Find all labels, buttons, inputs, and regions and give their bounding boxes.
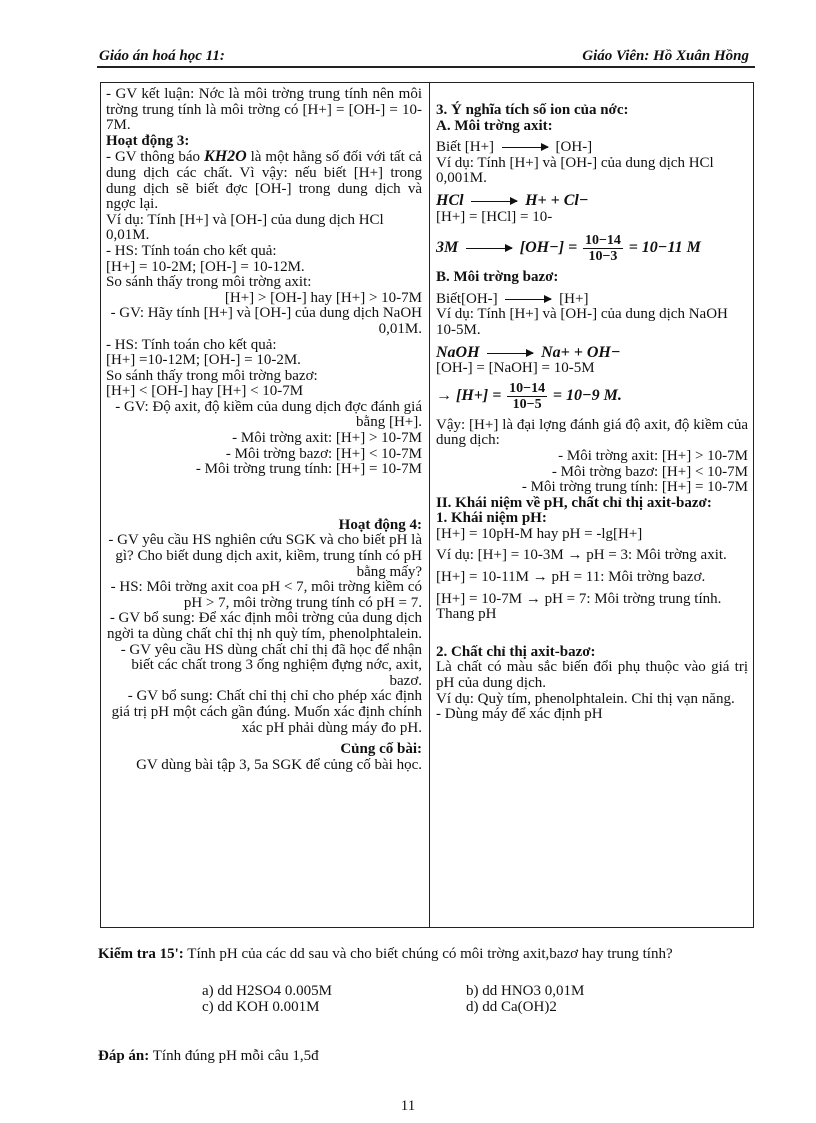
gv-research: - GV yêu cầu HS nghiên cứu SGK và cho biết pH là gì? Cho biết dung dịch axit, kiềm, trung tính có pH bằng mấy?	[108, 532, 422, 580]
page-header	[97, 46, 755, 68]
env-base-right: - Môi trờng bazơ: [H+] < 10-7M	[551, 463, 748, 480]
hs-result-label-2: - HS: Tính toán cho kết quả:	[106, 336, 277, 353]
oh-numerator: 10−14	[584, 233, 621, 249]
example-naoh-right: Ví dụ: Tính [H+] và [OH-] của dung dịch NaOH 10-5M.	[436, 306, 728, 338]
gv-indicator: - GV bổ sung: Để xác định môi trờng của dung dịch ngời ta dùng chất chỉ thị nh quỳ tím, phenolphtalein.	[107, 610, 422, 642]
hs-result-label-1: - HS: Tính toán cho kết quả:	[106, 242, 277, 259]
test-label: Kiểm tra 15':	[98, 946, 184, 962]
gv-use-indicator: - GV yêu cầu HS dùng chất chỉ thị đã học để nhận biết các chất trong 3 ống nghiệm đựng nớc, axit, bazơ.	[120, 641, 422, 689]
compare-acid-result: [H+] > [OH-] hay [H+] > 10-7M	[224, 289, 422, 306]
page-number: 11	[400, 1098, 416, 1114]
ph-example-1: Ví dụ: [H+] = 10-3M → pH = 3: Môi trờng axit.	[436, 547, 727, 564]
ph-definition: [H+] = 10pH-M hay pH = -lg[H+]	[436, 525, 643, 542]
hd4-title: Hoạt động 4:	[338, 516, 422, 533]
oh-calc-mid: [OH−] =	[519, 239, 578, 257]
env-neutral-right: - Môi trờng trung tính: [H+] = 10-7M	[521, 479, 748, 496]
answer-text: Tính đúng pH mỗi câu 1,5đ	[152, 1048, 319, 1064]
section22-title: 2. Chất chỉ thị axit-bazơ:	[436, 643, 596, 660]
compare-base: So sánh thấy trong môi trờng bazơ:	[106, 367, 318, 384]
test-option-d: d) dd Ca(OH)2	[466, 999, 557, 1015]
test-option-c: c) dd KOH 0.001M	[202, 999, 320, 1015]
eq-hcl-right: H+ + Cl−	[525, 191, 589, 209]
teacher-activity-column	[106, 87, 422, 773]
kh2o-symbol: KH2O	[204, 148, 247, 166]
oh-fraction	[583, 233, 623, 264]
hd3-title: Hoạt động 3:	[106, 132, 190, 149]
compare-base-result: [H+] < [OH-] hay [H+] < 10-7M	[106, 383, 304, 400]
h-numerator: 10−14	[509, 380, 546, 396]
arrow-icon	[502, 147, 548, 148]
test-section	[98, 946, 758, 962]
review-text: GV dùng bài tập 3, 5a SGK để củng cố bài học.	[136, 756, 422, 773]
eq-naoh	[436, 345, 748, 362]
know-h-a: Biết [H+]	[436, 139, 495, 156]
gv-degree: - GV: Độ axit, độ kiềm của dung dịch đợc đánh giá bằng [H+].	[115, 398, 422, 431]
indicator-definition: Là chất có màu sắc biến đổi phụ thuộc vào giá trị pH của dung dịch.	[436, 659, 748, 692]
review-title: Củng cố bài:	[340, 741, 422, 758]
oh-denominator: 10−3	[588, 249, 618, 265]
oh-result: = 10−11 M	[628, 239, 701, 257]
gv-approx: - GV bổ sung: Chất chỉ thị chỉ cho phép xác định giá trị pH một cách gần đúng. Muốn xác định chính xác pH phải dùng máy đo pH.	[111, 688, 422, 736]
oh-calc	[436, 233, 748, 264]
example-hcl: Ví dụ: Tính [H+] và [OH-] của dung dịch HCl 0,01M.	[106, 211, 384, 244]
content-column	[436, 103, 748, 723]
env-base-left: - Môi trờng bazơ: [H+] < 10-7M	[225, 445, 422, 462]
know-h-b: [OH-]	[555, 139, 593, 156]
know-oh	[436, 292, 748, 308]
test-question: Tính pH của các dd sau và cho biết chúng có môi trờng axit,bazơ hay trung tính?	[187, 946, 673, 962]
eq-naoh-left: NaOH	[436, 343, 480, 361]
arrow-icon	[505, 299, 551, 300]
gv-announce-b: là một hằng số đối với tất cả dung dịch các chất. Vì vậy: nếu biết [H+] trong dung dịch sẽ biết đợc [OH-] trong dung dịch và ngợc lại.	[106, 149, 423, 213]
hs-result-2: [H+] =10-12M; [OH-] = 10-2M.	[106, 352, 301, 369]
eq-naoh-right: Na+ + OH−	[541, 343, 621, 361]
gv-conclusion: - GV kết luận: Nớc là môi trờng trung tính nên môi trờng trung tính là môi trờng có [H+] = [OH-] = 10-7M.	[106, 86, 422, 134]
h-calc-pre: → [H+] =	[436, 386, 502, 404]
test-option-a: a) dd H2SO4 0.005M	[202, 983, 332, 999]
lesson-table	[100, 82, 754, 928]
h-equals-hcl: [H+] = [HCl] = 10-	[436, 208, 553, 225]
hs-result-1: [H+] = 10-2M; [OH-] = 10-12M.	[106, 258, 305, 275]
arrow-icon	[471, 201, 517, 202]
know-h	[436, 140, 748, 156]
arrow-icon	[487, 353, 533, 354]
header-right: Giáo Viên: Hồ Xuân Hồng	[582, 48, 749, 64]
gv-naoh: - GV: Hãy tính [H+] và [OH-] của dung dịch NaOH 0,01M.	[110, 305, 422, 337]
env-neutral-left: - Môi trờng trung tính: [H+] = 10-7M	[195, 461, 422, 478]
eq-hcl-left: HCl	[436, 191, 464, 209]
hs-ph: - HS: Môi trờng axit coa pH < 7, môi trờng kiềm có pH > 7, môi trờng trung tính có pH = 7.	[110, 579, 422, 611]
test-option-b: b) dd HNO3 0,01M	[466, 983, 585, 999]
h-calc	[436, 381, 748, 412]
answer-section	[98, 1048, 758, 1064]
env-acid-left: - Môi trờng axit: [H+] > 10-7M	[232, 430, 422, 447]
answer-label: Đáp án:	[98, 1048, 150, 1064]
gv-announce	[106, 149, 422, 212]
h-result: = 10−9 M.	[552, 386, 622, 404]
section3-title: 3. Ý nghĩa tích số ion của nớc:	[436, 102, 629, 118]
oh-equals-naoh: [OH-] = [NaOH] = 10-5M	[436, 360, 595, 377]
section-b-title: B. Môi trờng bazơ:	[436, 269, 559, 286]
indicator-meter: - Dùng máy để xác định pH	[436, 706, 603, 723]
ph-example-3: [H+] = 10-7M → pH = 7: Môi trờng trung tính.	[436, 590, 722, 607]
header-left: Giáo án hoá học 11:	[99, 48, 225, 64]
summary: Vậy: [H+] là đại lợng đánh giá độ axit, độ kiềm của dung dịch:	[436, 416, 748, 449]
know-oh-b: [H+]	[559, 290, 589, 307]
h-fraction	[507, 381, 547, 412]
h-denominator: 10−5	[512, 396, 542, 412]
gv-announce-a: - GV thông báo	[106, 149, 201, 166]
compare-acid: So sánh thấy trong môi trờng axit:	[106, 274, 312, 291]
ph-scale: Thang pH	[436, 606, 497, 623]
section2-title: II. Khái niệm về pH, chất chỉ thị axit-bazơ:	[436, 494, 712, 511]
section21-title: 1. Khái niệm pH:	[436, 510, 547, 527]
example-hcl-right: Ví dụ: Tính [H+] và [OH-] của dung dịch HCl 0,001M.	[436, 154, 714, 187]
ph-example-2: [H+] = 10-11M → pH = 11: Môi trờng bazơ.	[436, 569, 706, 586]
eq-hcl	[436, 193, 748, 210]
column-divider	[429, 83, 430, 927]
know-oh-a: Biết[OH-]	[436, 290, 498, 307]
oh-calc-pre: 3M	[436, 239, 459, 257]
arrow-icon	[466, 248, 512, 249]
section-a-title: A. Môi trờng axit:	[436, 117, 553, 134]
indicator-example: Ví dụ: Quỳ tím, phenolphtalein. Chỉ thị vạn năng.	[436, 690, 735, 707]
env-acid-right: - Môi trờng axit: [H+] > 10-7M	[558, 447, 748, 464]
